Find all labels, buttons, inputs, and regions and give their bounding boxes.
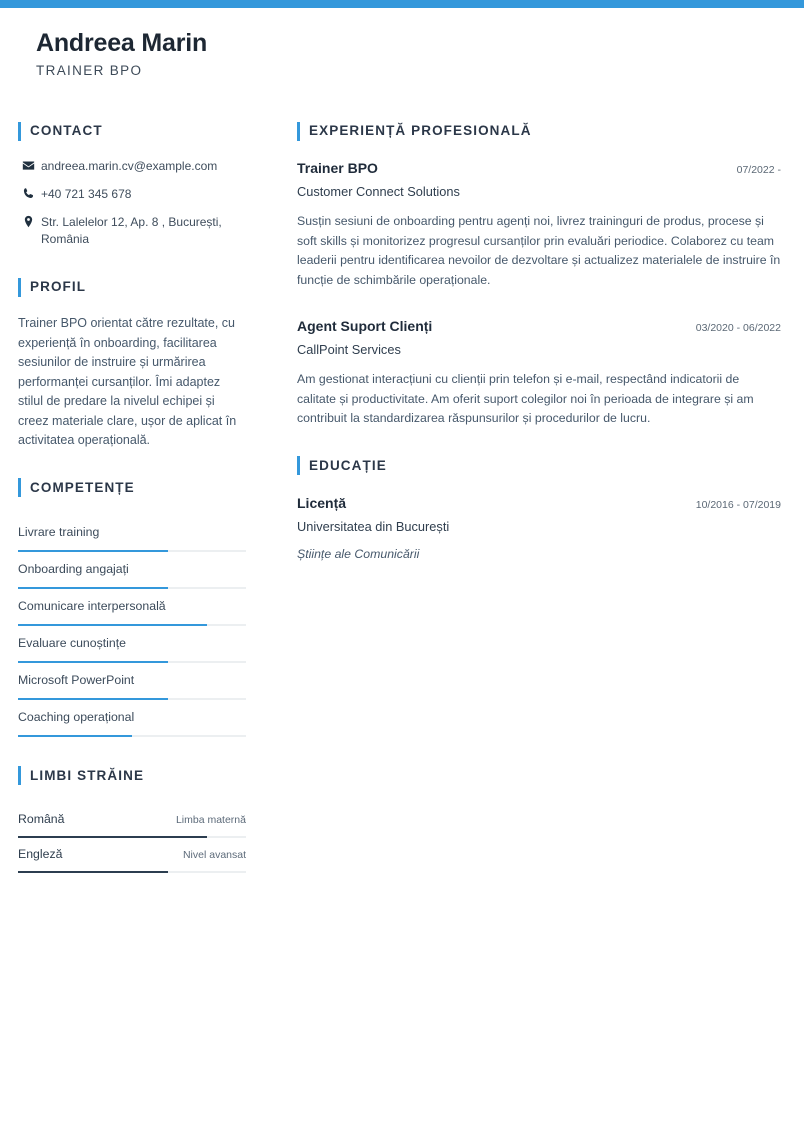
skill-bar-track (18, 661, 246, 663)
languages-heading (18, 765, 246, 787)
contact-list (18, 158, 246, 248)
sidebar-column (18, 120, 246, 873)
heading-accent-bar (18, 122, 21, 141)
skill-bar-fill (18, 587, 168, 589)
skill-bar-track (18, 550, 246, 552)
skill-item (18, 589, 246, 626)
language-name: Română (18, 811, 65, 826)
skill-bar-track (18, 698, 246, 700)
experience-list (297, 158, 781, 429)
envelope-icon (18, 158, 38, 172)
language-name: Engleză (18, 846, 63, 861)
skill-label: Evaluare cunoștințe (18, 635, 127, 650)
language-level-label: Limba maternă (175, 813, 246, 826)
language-item (18, 803, 246, 838)
languages-heading-text: LIMBI STRĂINE (30, 767, 145, 783)
heading-accent-bar (18, 278, 21, 297)
profile-text: Trainer BPO orientat către rezultate, cu experiență în onboarding, facilitarea sesiunilor de instruire și urmărirea performanței cursanților. Îmi adaptez stilul de predare la nivelul echipei și creez materiale clare, ușor de aplicat în activitatea operațională. (18, 316, 237, 447)
language-item (18, 838, 246, 873)
language-bar-fill (18, 836, 207, 838)
contact-section (18, 120, 246, 248)
skill-label: Coaching operațional (18, 709, 135, 724)
skill-item (18, 663, 246, 700)
skills-list (18, 515, 246, 737)
contact-email-text: andreea.marin.cv@example.com (41, 159, 218, 173)
education-list (297, 493, 781, 564)
experience-organization: Customer Connect Solutions (297, 184, 460, 199)
skill-bar-track (18, 735, 246, 737)
skill-item (18, 700, 246, 737)
skills-heading-text: COMPETENȚE (30, 479, 135, 495)
skill-label: Comunicare interpersonală (18, 598, 166, 613)
education-section (297, 455, 781, 564)
languages-section (18, 765, 246, 873)
skill-bar-fill (18, 735, 132, 737)
skill-bar-fill (18, 624, 207, 626)
resume-header (36, 26, 756, 78)
contact-heading (18, 120, 246, 142)
language-bar-fill (18, 871, 168, 873)
contact-phone-text: +40 721 345 678 (41, 187, 132, 201)
experience-section (297, 120, 781, 429)
experience-role: Agent Suport Clienți (297, 318, 433, 334)
education-heading-text: EDUCAȚIE (309, 457, 387, 473)
language-bar-track (18, 836, 246, 838)
skills-section (18, 477, 246, 737)
contact-item-address[interactable] (18, 214, 246, 248)
contact-heading-text: CONTACT (30, 123, 103, 138)
experience-item-header (297, 158, 781, 180)
heading-accent-bar (297, 456, 300, 475)
heading-accent-bar (18, 766, 21, 785)
experience-item (297, 158, 781, 290)
education-item-header (297, 493, 781, 515)
phone-icon (18, 186, 38, 200)
profile-heading-text: PROFIL (30, 279, 87, 294)
languages-list (18, 803, 246, 873)
experience-item (297, 316, 781, 429)
education-item (297, 493, 781, 564)
experience-heading-text: EXPERIENȚĂ PROFESIONALĂ (309, 123, 532, 138)
skill-bar-fill (18, 661, 168, 663)
top-accent-bar (0, 0, 804, 8)
main-column (297, 120, 781, 590)
education-degree: Licență (297, 494, 347, 511)
education-date: 10/2016 - 07/2019 (695, 498, 781, 511)
skill-bar-track (18, 624, 246, 626)
experience-item-header (297, 316, 781, 338)
location-pin-icon (18, 214, 38, 228)
contact-item-email[interactable] (18, 158, 246, 175)
education-institution: Universitatea din București (297, 518, 450, 534)
experience-heading (297, 120, 781, 142)
candidate-name: Andreea Marin (36, 29, 208, 57)
heading-accent-bar (297, 122, 300, 141)
education-field: Științe ale Comunicării (297, 546, 420, 561)
skill-item (18, 626, 246, 663)
experience-organization: CallPoint Services (297, 342, 401, 357)
contact-item-phone[interactable] (18, 186, 246, 203)
contact-address-text: Str. Lalelelor 12, Ap. 8 , București, România (41, 215, 222, 246)
skill-bar-fill (18, 698, 168, 700)
profile-heading (18, 276, 246, 298)
skill-bar-fill (18, 550, 168, 552)
skill-item (18, 515, 246, 552)
experience-description: Susțin sesiuni de onboarding pentru agenți noi, livrez traininguri de produs, procese și soft skills și monitorizez progresul cursanților prin evaluări periodice. Colaborez cu team leaderii pentru identificarea nevoilor de dezvoltare și actualizez materialele de instruire în funcție de schimbările operaționale. (297, 214, 781, 287)
language-level-label: Nivel avansat (182, 848, 246, 861)
skill-label: Livrare training (18, 524, 100, 539)
skill-bar-track (18, 587, 246, 589)
experience-date: 07/2022 - (736, 164, 781, 176)
candidate-job-title: TRAINER BPO (36, 63, 143, 78)
experience-role: Trainer BPO (297, 160, 378, 176)
education-heading (297, 455, 781, 477)
language-row (18, 838, 246, 871)
heading-accent-bar (18, 478, 21, 497)
language-bar-track (18, 871, 246, 873)
skill-item (18, 552, 246, 589)
skill-label: Onboarding angajați (18, 561, 129, 576)
profile-section (18, 276, 246, 451)
skill-label: Microsoft PowerPoint (18, 672, 135, 687)
experience-description: Am gestionat interacțiuni cu clienții prin telefon și e-mail, respectând indicatorii de calitate și productivitate. Am oferit suport colegilor noi în perioada de integrare și am contribuit la standardizarea răspunsurilor și procedurilor de lucru. (297, 372, 754, 425)
skills-heading (18, 477, 246, 499)
experience-date: 03/2020 - 06/2022 (695, 322, 781, 334)
language-row (18, 803, 246, 836)
